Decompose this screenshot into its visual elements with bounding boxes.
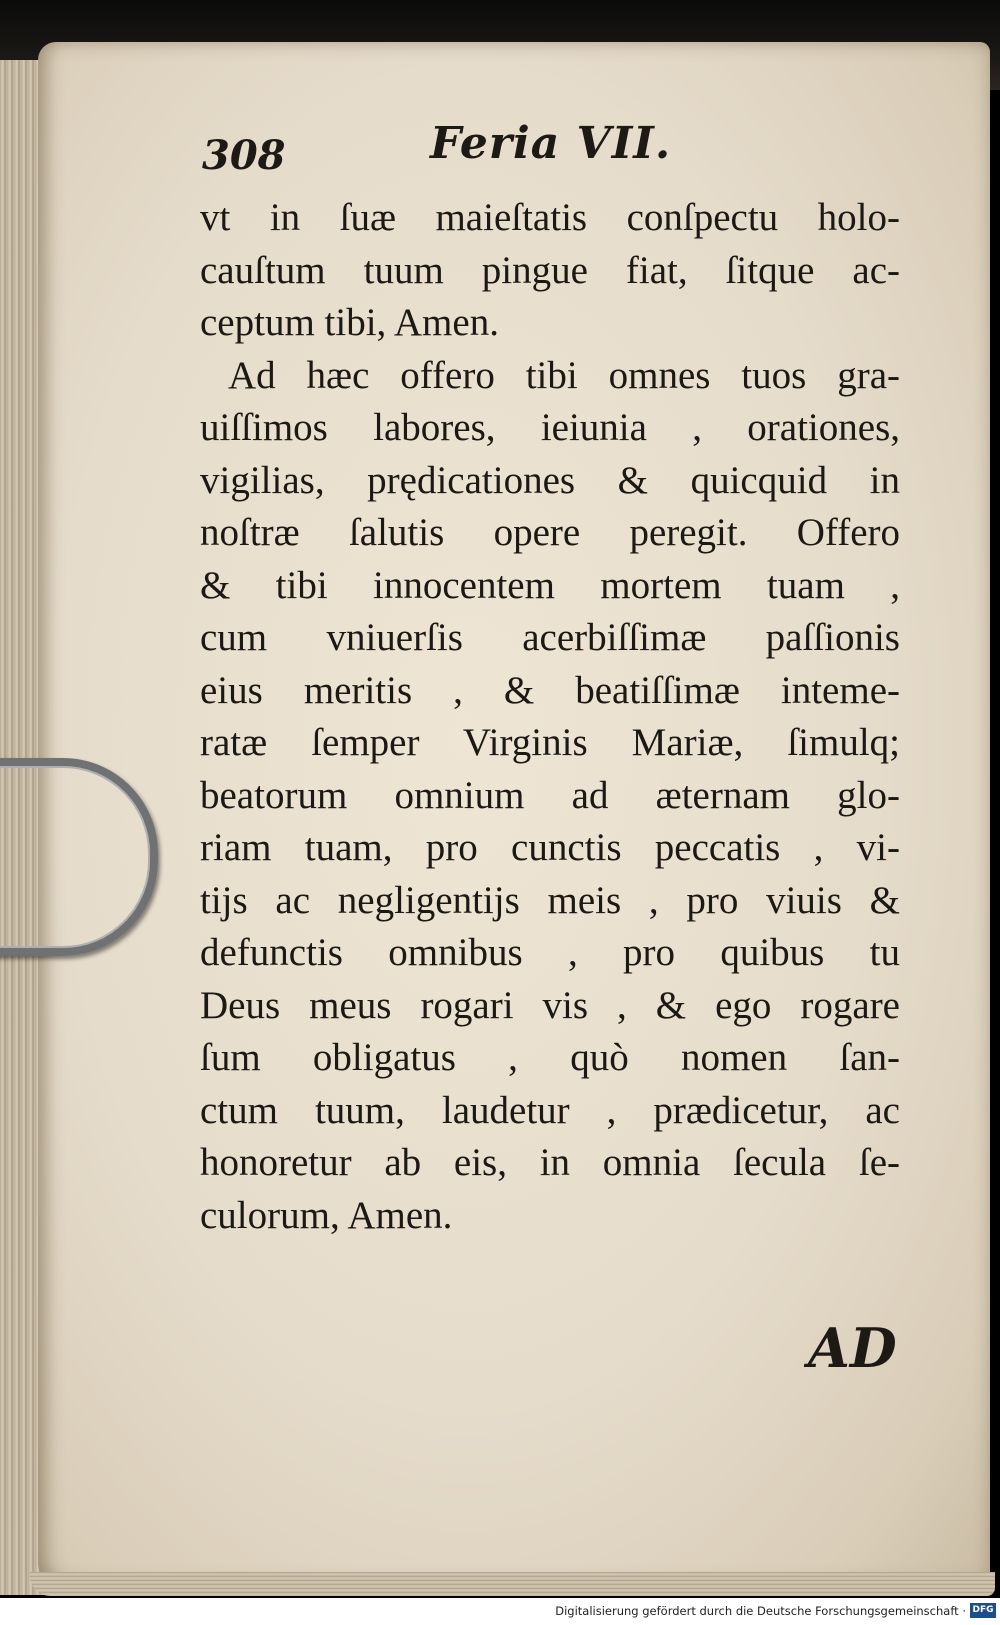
running-title: Feria VII. [430, 118, 672, 169]
text-line: culorum, Amen. [200, 1193, 453, 1237]
text-line: ſum obligatus , quò nomen ſan- [200, 1036, 900, 1079]
text-line: Ad hæc offero tibi omnes tuos gra- [228, 353, 900, 397]
dfg-logo: DFG [970, 1603, 996, 1618]
text-line: ctum tuum, laudetur , prædicetur, ac [200, 1088, 900, 1132]
text-line: honoretur ab eis, in omnia ſecula ſe- [200, 1141, 900, 1184]
text-line: vt in ſuæ maieſtatis conſpectu holo- [200, 196, 900, 239]
text-line: beatorum omnium ad æternam glo- [200, 773, 900, 817]
page-number: 308 [202, 132, 286, 179]
text-line: ceptum tibi, Amen. [200, 301, 499, 344]
text-line: cum vniuerſis acerbiſſimæ paſſionis [200, 616, 900, 659]
funding-credit: Digitalisierung gefördert durch die Deutsche Forschungsgemeinschaft · [555, 1604, 966, 1618]
text-line: tijs ac negligentijs meis , pro viuis & [200, 878, 900, 922]
catchword: AD [808, 1316, 897, 1380]
body-text [200, 192, 900, 1242]
page-header [200, 118, 900, 178]
text-line: ratæ ſemper Virginis Mariæ, ſimulq; [200, 721, 900, 764]
book-page-bottom-edge [30, 1572, 995, 1596]
text-line: defunctis omnibus , pro quibus tu [200, 931, 900, 974]
text-line: cauſtum tuum pingue fiat, ſitque ac- [200, 248, 900, 292]
footer-bar [0, 1598, 1000, 1625]
text-line: noſtræ ſalutis opere peregit. Offero [200, 511, 900, 554]
text-line: eius meritis , & beatiſſimæ inteme- [200, 668, 900, 712]
text-line: & tibi innocentem mortem tuam , [200, 563, 900, 607]
text-line: uiſſimos labores, ieiunia , orationes, [200, 406, 900, 449]
text-line: Deus meus rogari vis , & ego rogare [200, 983, 900, 1027]
text-line: vigilias, prędicationes & quicquid in [200, 458, 900, 502]
text-line: riam tuam, pro cunctis peccatis , vi- [200, 826, 900, 869]
